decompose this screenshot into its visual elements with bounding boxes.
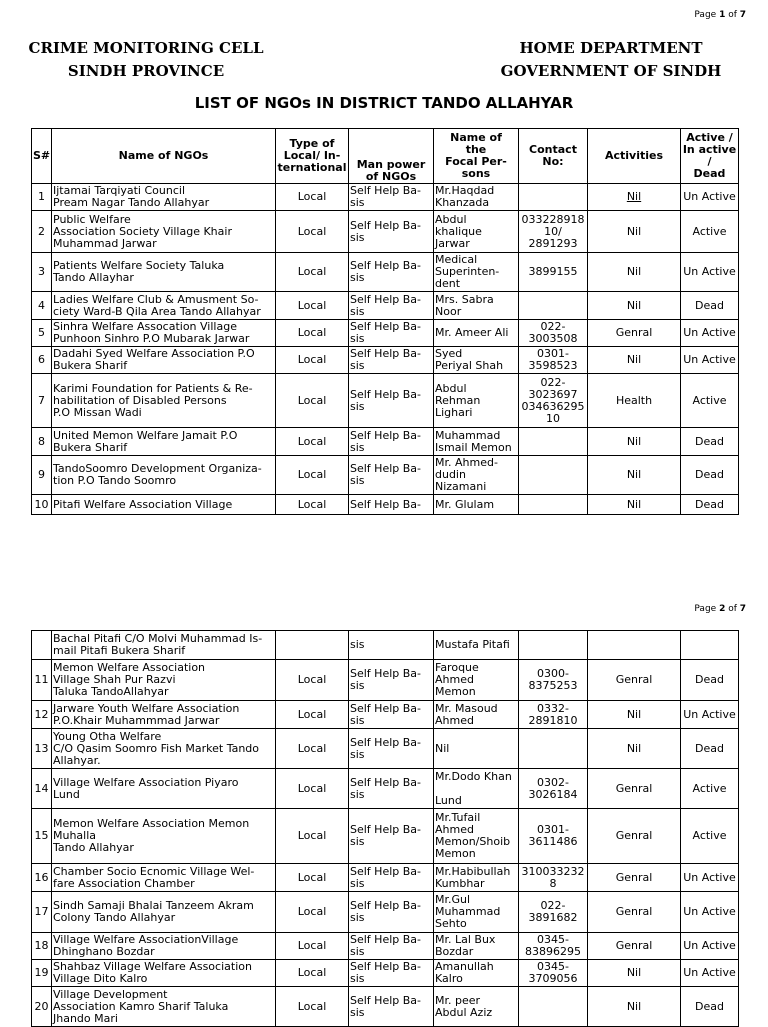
- cell-ngo-name: Village Development Association Kamro Sharif Taluka Jhando Mari: [52, 987, 276, 1027]
- cell-type: Local: [276, 184, 349, 211]
- cell-ngo-name: Bachal Pitafi C/O Molvi Muhammad Is- mail Pitafi Bukera Sharif: [52, 631, 276, 660]
- cell-sn: 3: [32, 253, 52, 292]
- cell-status: Un Active: [681, 960, 739, 987]
- cell-activities: Genral: [588, 769, 681, 809]
- cell-status: Dead: [681, 729, 739, 769]
- cell-ngo-name: Karimi Foundation for Patients & Re- habilitation of Disabled Persons P.O Missan Wadi: [52, 374, 276, 428]
- table-row: [32, 184, 739, 211]
- cell-type: Local: [276, 809, 349, 864]
- cell-contact: 0332- 2891810: [519, 701, 588, 729]
- cell-manpower: Self Help Ba- sis: [349, 292, 434, 320]
- col-header: Activities: [588, 129, 681, 184]
- cell-activities: Genral: [588, 892, 681, 933]
- cell-activities: Nil: [588, 347, 681, 374]
- cell-activities: Genral: [588, 864, 681, 892]
- cell-manpower: Self Help Ba- sis: [349, 456, 434, 495]
- cell-ngo-name: Shahbaz Village Welfare Association Village Dito Kalro: [52, 960, 276, 987]
- cell-activities: Nil: [588, 987, 681, 1027]
- cell-contact: [519, 729, 588, 769]
- cell-manpower: Self Help Ba- sis: [349, 347, 434, 374]
- table-row: [32, 892, 739, 933]
- cell-manpower: Self Help Ba- sis: [349, 933, 434, 960]
- cell-manpower: Self Help Ba-: [349, 495, 434, 515]
- cell-status: Dead: [681, 428, 739, 456]
- cell-ngo-name: Memon Welfare Association Village Shah Pur Razvi Taluka TandoAllahyar: [52, 660, 276, 701]
- cell-type: Local: [276, 960, 349, 987]
- table-row: [32, 456, 739, 495]
- cell-activities: Nil: [588, 184, 681, 211]
- cell-manpower: Self Help Ba- sis: [349, 809, 434, 864]
- cell-activities: Nil: [588, 292, 681, 320]
- cell-ngo-name: Memon Welfare Association Memon Muhalla Tando Allahyar: [52, 809, 276, 864]
- cell-sn: 17: [32, 892, 52, 933]
- cell-sn: 20: [32, 987, 52, 1027]
- cell-ngo-name: Patients Welfare Society Taluka Tando Allayhar: [52, 253, 276, 292]
- cell-sn: 18: [32, 933, 52, 960]
- table-row: [32, 292, 739, 320]
- cell-contact: [519, 428, 588, 456]
- document-title: LIST OF NGOs IN DISTRICT TANDO ALLAHYAR: [194, 94, 574, 112]
- cell-ngo-name: Village Welfare Association Piyaro Lund: [52, 769, 276, 809]
- cell-status: [681, 631, 739, 660]
- cell-ngo-name: Sinhra Welfare Assocation Village Punhoon Sinhro P.O Mubarak Jarwar: [52, 320, 276, 347]
- page-number-1: Page 1 of 7: [694, 10, 746, 20]
- cell-manpower: Self Help Ba- sis: [349, 987, 434, 1027]
- cell-type: Local: [276, 729, 349, 769]
- cell-sn: 14: [32, 769, 52, 809]
- cell-status: Un Active: [681, 253, 739, 292]
- cell-focal-person: Mr.Tufail Ahmed Memon/Shoib Memon: [434, 809, 519, 864]
- cell-focal-person: Muhammad Ismail Memon: [434, 428, 519, 456]
- cell-focal-person: Mr.Haqdad Khanzada: [434, 184, 519, 211]
- cell-sn: 13: [32, 729, 52, 769]
- table-row: [32, 320, 739, 347]
- cell-focal-person: Mr. Ameer Ali: [434, 320, 519, 347]
- cell-contact: [519, 495, 588, 515]
- cell-ngo-name: Ladies Welfare Club & Amusment So- ciety Ward-B Qila Area Tando Allahyar: [52, 292, 276, 320]
- cell-contact: 0302- 3026184: [519, 769, 588, 809]
- cell-contact: [519, 184, 588, 211]
- cell-sn: 5: [32, 320, 52, 347]
- cell-ngo-name: Ijtamai Tarqiyati Council Pream Nagar Tando Allahyar: [52, 184, 276, 211]
- cell-ngo-name: TandoSoomro Development Organiza- tion P.O Tando Soomro: [52, 456, 276, 495]
- cell-manpower: Self Help Ba- sis: [349, 184, 434, 211]
- cell-ngo-name: Public Welfare Association Society Village Khair Muhammad Jarwar: [52, 211, 276, 253]
- cell-contact: 310033232 8: [519, 864, 588, 892]
- table-row: [32, 701, 739, 729]
- cell-focal-person: Nil: [434, 729, 519, 769]
- cell-focal-person: Mr.Dodo Khan Lund: [434, 769, 519, 809]
- cell-ngo-name: Dadahi Syed Welfare Association P.O Bukera Sharif: [52, 347, 276, 374]
- cell-sn: 10: [32, 495, 52, 515]
- cell-manpower: Self Help Ba- sis: [349, 211, 434, 253]
- cell-activities: Nil: [588, 253, 681, 292]
- table-row: [32, 374, 739, 428]
- cell-activities: Genral: [588, 660, 681, 701]
- cell-manpower: Self Help Ba- sis: [349, 701, 434, 729]
- col-header: Name of NGOs: [52, 129, 276, 184]
- cell-ngo-name: Jarware Youth Welfare Association P.O.Khair Muhammmad Jarwar: [52, 701, 276, 729]
- cell-type: Local: [276, 253, 349, 292]
- cell-focal-person: Mr. peer Abdul Aziz: [434, 987, 519, 1027]
- cell-sn: 11: [32, 660, 52, 701]
- cell-type: Local: [276, 864, 349, 892]
- cell-focal-person: Mr. Glulam: [434, 495, 519, 515]
- cell-type: Local: [276, 320, 349, 347]
- cell-status: Un Active: [681, 347, 739, 374]
- cell-sn: 2: [32, 211, 52, 253]
- cell-sn: 15: [32, 809, 52, 864]
- cell-contact: 022- 3023697 034636295 10: [519, 374, 588, 428]
- cell-activities: Nil: [588, 960, 681, 987]
- table-row: [32, 495, 739, 515]
- cell-contact: 022- 3891682: [519, 892, 588, 933]
- cell-focal-person: Faroque Ahmed Memon: [434, 660, 519, 701]
- cell-ngo-name: Village Welfare AssociationVillage Dhinghano Bozdar: [52, 933, 276, 960]
- table-row: [32, 933, 739, 960]
- cell-status: Dead: [681, 495, 739, 515]
- cell-contact: 0301- 3611486: [519, 809, 588, 864]
- cell-type: [276, 631, 349, 660]
- cell-contact: 0345- 83896295: [519, 933, 588, 960]
- cell-status: Un Active: [681, 184, 739, 211]
- cell-status: Dead: [681, 292, 739, 320]
- cell-manpower: Self Help Ba- sis: [349, 660, 434, 701]
- cell-activities: [588, 631, 681, 660]
- cell-type: Local: [276, 892, 349, 933]
- cell-focal-person: Mr.Gul Muhammad Sehto: [434, 892, 519, 933]
- cell-manpower: Self Help Ba- sis: [349, 864, 434, 892]
- cell-activities: Nil: [588, 729, 681, 769]
- ngo-table-page-1: [31, 128, 739, 515]
- cell-type: Local: [276, 987, 349, 1027]
- cell-activities: Genral: [588, 933, 681, 960]
- table-row: [32, 660, 739, 701]
- cell-type: Local: [276, 701, 349, 729]
- cell-ngo-name: Chamber Socio Ecnomic Village Wel- fare Association Chamber: [52, 864, 276, 892]
- col-header: Man power of NGOs: [349, 129, 434, 184]
- cell-type: Local: [276, 456, 349, 495]
- cell-focal-person: Amanullah Kalro: [434, 960, 519, 987]
- col-header: S#: [32, 129, 52, 184]
- cell-contact: [519, 456, 588, 495]
- cell-sn: 8: [32, 428, 52, 456]
- cell-type: Local: [276, 495, 349, 515]
- cell-focal-person: Syed Periyal Shah: [434, 347, 519, 374]
- col-header: Active / In active / Dead: [681, 129, 739, 184]
- table-row: [32, 253, 739, 292]
- table-row-continuation: [32, 631, 739, 660]
- table-row: [32, 809, 739, 864]
- cell-contact: 022- 3003508: [519, 320, 588, 347]
- cell-status: Dead: [681, 456, 739, 495]
- cell-status: Active: [681, 374, 739, 428]
- cell-focal-person: Mr.Habibullah Kumbhar: [434, 864, 519, 892]
- cell-status: Un Active: [681, 864, 739, 892]
- cell-manpower: Self Help Ba- sis: [349, 374, 434, 428]
- cell-manpower: Self Help Ba- sis: [349, 892, 434, 933]
- cell-sn: 7: [32, 374, 52, 428]
- cell-type: Local: [276, 769, 349, 809]
- cell-focal-person: Mr. Masoud Ahmed: [434, 701, 519, 729]
- cell-type: Local: [276, 292, 349, 320]
- cell-focal-person: Medical Superinten- dent: [434, 253, 519, 292]
- cell-status: Active: [681, 211, 739, 253]
- cell-contact: 0301- 3598523: [519, 347, 588, 374]
- col-header: Type of Local/ In- ternational: [276, 129, 349, 184]
- cell-contact: 0345- 3709056: [519, 960, 588, 987]
- cell-sn: 4: [32, 292, 52, 320]
- cell-status: Active: [681, 809, 739, 864]
- cell-status: Active: [681, 769, 739, 809]
- cell-focal-person: Mustafa Pitafi: [434, 631, 519, 660]
- cell-status: Un Active: [681, 320, 739, 347]
- cell-contact: [519, 292, 588, 320]
- cell-manpower: Self Help Ba- sis: [349, 769, 434, 809]
- cell-status: Dead: [681, 660, 739, 701]
- table-row: [32, 347, 739, 374]
- cell-focal-person: Mr. Lal Bux Bozdar: [434, 933, 519, 960]
- table-row: [32, 960, 739, 987]
- cell-status: Un Active: [681, 892, 739, 933]
- cell-activities: Nil: [588, 495, 681, 515]
- cell-type: Local: [276, 933, 349, 960]
- cell-contact: [519, 987, 588, 1027]
- cell-type: Local: [276, 374, 349, 428]
- table-row: [32, 428, 739, 456]
- cell-activities: Nil: [588, 456, 681, 495]
- cell-ngo-name: Pitafi Welfare Association Village: [52, 495, 276, 515]
- cell-sn: 1: [32, 184, 52, 211]
- cell-type: Local: [276, 347, 349, 374]
- cell-focal-person: Abdul Rehman Lighari: [434, 374, 519, 428]
- cell-sn: [32, 631, 52, 660]
- cell-focal-person: Mr. Ahmed- dudin Nizamani: [434, 456, 519, 495]
- table-header-row: [32, 129, 739, 184]
- col-header: Contact No:: [519, 129, 588, 184]
- cell-contact: 0300- 8375253: [519, 660, 588, 701]
- cell-activities: Nil: [588, 211, 681, 253]
- cell-status: Un Active: [681, 933, 739, 960]
- cell-status: Dead: [681, 987, 739, 1027]
- cell-activities: Nil: [588, 428, 681, 456]
- cell-contact: 033228918 10/ 2891293: [519, 211, 588, 253]
- table-row: [32, 987, 739, 1027]
- cell-activities: Health: [588, 374, 681, 428]
- cell-focal-person: Mrs. Sabra Noor: [434, 292, 519, 320]
- cell-manpower: Self Help Ba- sis: [349, 428, 434, 456]
- cell-manpower: Self Help Ba- sis: [349, 253, 434, 292]
- table-row: [32, 729, 739, 769]
- cell-type: Local: [276, 660, 349, 701]
- cell-ngo-name: Sindh Samaji Bhalai Tanzeem Akram Colony Tando Allahyar: [52, 892, 276, 933]
- cell-manpower: sis: [349, 631, 434, 660]
- table-row: [32, 864, 739, 892]
- cell-focal-person: Abdul khalique Jarwar: [434, 211, 519, 253]
- col-header: Name of the Focal Per- sons: [434, 129, 519, 184]
- cell-type: Local: [276, 428, 349, 456]
- cell-activities: Genral: [588, 809, 681, 864]
- header-left: CRIME MONITORING CELL SINDH PROVINCE: [28, 39, 264, 80]
- cell-contact: 3899155: [519, 253, 588, 292]
- cell-sn: 19: [32, 960, 52, 987]
- cell-activities: Genral: [588, 320, 681, 347]
- table-row: [32, 211, 739, 253]
- cell-sn: 16: [32, 864, 52, 892]
- cell-activities: Nil: [588, 701, 681, 729]
- ngo-table-page-2: [31, 630, 739, 1027]
- cell-manpower: Self Help Ba- sis: [349, 960, 434, 987]
- cell-contact: [519, 631, 588, 660]
- page-number-2: Page 2 of 7: [694, 604, 746, 614]
- cell-manpower: Self Help Ba- sis: [349, 729, 434, 769]
- cell-sn: 6: [32, 347, 52, 374]
- cell-type: Local: [276, 211, 349, 253]
- table-row: [32, 769, 739, 809]
- cell-status: Un Active: [681, 701, 739, 729]
- header-right: HOME DEPARTMENT GOVERNMENT OF SINDH: [500, 39, 722, 80]
- cell-ngo-name: Young Otha Welfare C/O Qasim Soomro Fish Market Tando Allahyar.: [52, 729, 276, 769]
- cell-sn: 9: [32, 456, 52, 495]
- cell-manpower: Self Help Ba- sis: [349, 320, 434, 347]
- cell-ngo-name: United Memon Welfare Jamait P.O Bukera Sharif: [52, 428, 276, 456]
- cell-sn: 12: [32, 701, 52, 729]
